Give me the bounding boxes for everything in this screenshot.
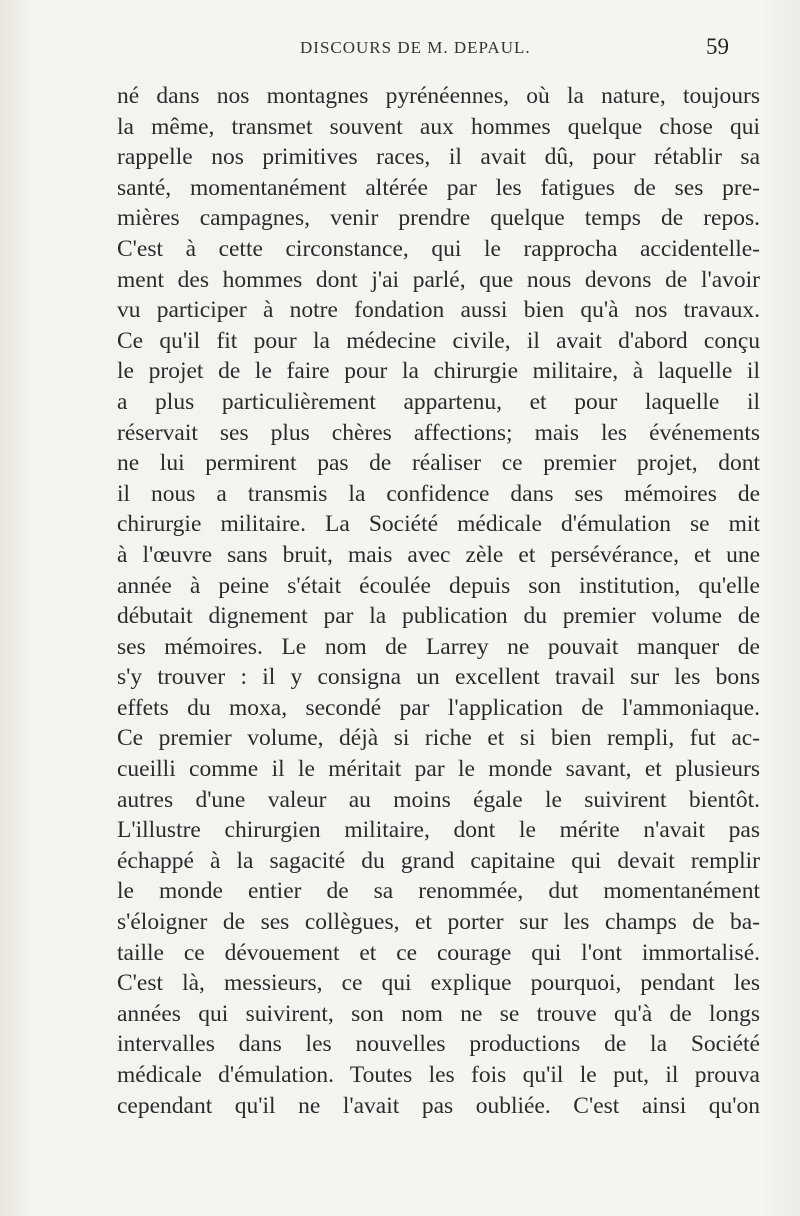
page-number: 59: [706, 34, 729, 59]
text-line: s'éloigner de ses collègues, et porter sur les champs de ba-: [117, 909, 760, 936]
text-line: la même, transmet souvent aux hommes quelque chose qui: [117, 113, 760, 140]
text-line: échappé à la sagacité du grand capitaine qui devait remplir: [117, 847, 760, 874]
page-header: [0, 34, 800, 64]
text-line: cependant qu'il ne l'avait pas oubliée. C'est ainsi qu'on: [117, 1092, 760, 1119]
text-line: mières campagnes, venir prendre quelque temps de repos.: [117, 205, 760, 232]
body-text: [117, 81, 760, 1121]
text-line: année à peine s'était écoulée depuis son institution, qu'elle: [117, 572, 760, 599]
text-line: années qui suivirent, son nom ne se trouve qu'à de longs: [117, 1000, 760, 1027]
text-line: le projet de le faire pour la chirurgie militaire, à laquelle il: [117, 358, 760, 385]
text-line: autres d'une valeur au moins égale le suivirent bientôt.: [117, 786, 760, 813]
text-line: ment des hommes dont j'ai parlé, que nous devons de l'avoir: [117, 266, 760, 293]
text-line: ne lui permirent pas de réaliser ce premier projet, dont: [117, 450, 760, 477]
text-line: chirurgie militaire. La Société médicale d'émulation se mit: [117, 511, 760, 538]
text-line: médicale d'émulation. Toutes les fois qu'il le put, il prouva: [117, 1062, 760, 1088]
text-line: a plus particulièrement appartenu, et pour laquelle il: [117, 388, 760, 415]
text-line: rappelle nos primitives races, il avait dû, pour rétablir sa: [117, 144, 760, 171]
text-line: il nous a transmis la confidence dans ses mémoires de: [117, 480, 760, 507]
text-line: C'est là, messieurs, ce qui explique pourquoi, pendant les: [117, 970, 760, 997]
text-line: le monde entier de sa renommée, dut momentanément: [117, 878, 760, 905]
text-line: santé, momentanément altérée par les fatigues de ses pre-: [117, 174, 760, 201]
text-line: s'y trouver : il y consigna un excellent travail sur les bons: [117, 664, 760, 691]
text-line: débutait dignement par la publication du premier volume de: [117, 603, 760, 630]
text-line: effets du moxa, secondé par l'application de l'ammoniaque.: [117, 694, 760, 721]
text-line: Ce premier volume, déjà si riche et si bien rempli, fut ac-: [117, 725, 760, 752]
text-line: C'est à cette circonstance, qui le rapprocha accidentelle-: [117, 235, 760, 262]
text-line: Ce qu'il fit pour la médecine civile, il avait d'abord conçu: [117, 327, 760, 354]
text-line: à l'œuvre sans bruit, mais avec zèle et persévérance, et une: [117, 541, 760, 568]
text-line: vu participer à notre fondation aussi bien qu'à nos travaux.: [117, 297, 760, 324]
text-line: né dans nos montagnes pyrénéennes, où la nature, toujours: [117, 83, 760, 109]
text-line: ses mémoires. Le nom de Larrey ne pouvait manquer de: [117, 633, 760, 660]
running-title: DISCOURS DE M. DEPAUL.: [300, 38, 531, 57]
text-line: taille ce dévouement et ce courage qui l'ont immortalisé.: [117, 939, 760, 966]
text-line: L'illustre chirurgien militaire, dont le mérite n'avait pas: [117, 817, 760, 844]
text-line: cueilli comme il le méritait par le monde savant, et plusieurs: [117, 756, 760, 783]
text-line: réservait ses plus chères affections; mais les événements: [117, 419, 760, 446]
text-line: intervalles dans les nouvelles productions de la Société: [117, 1031, 760, 1058]
